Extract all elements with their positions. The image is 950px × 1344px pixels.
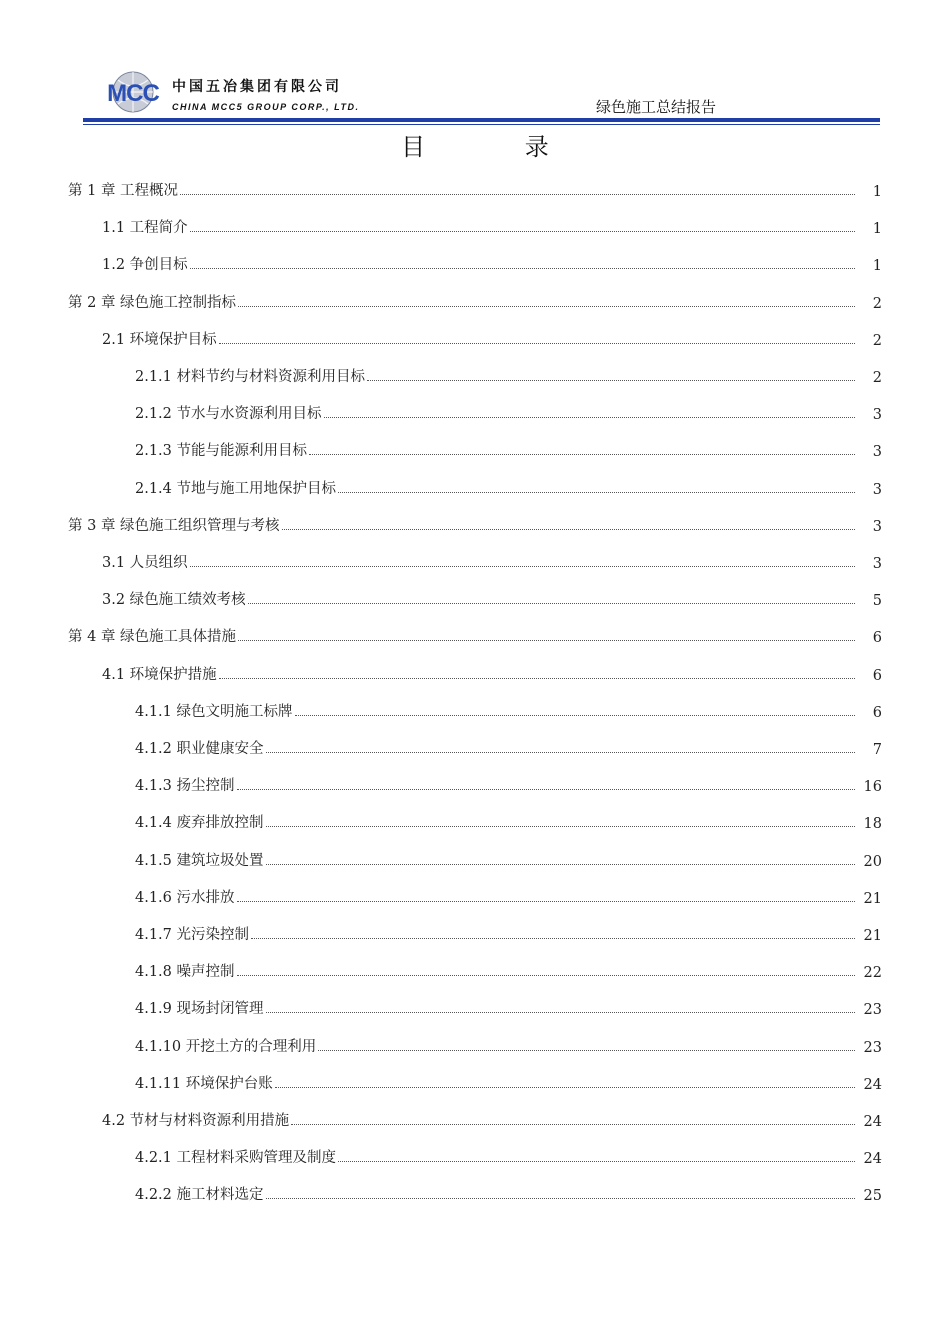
toc-leader-dots bbox=[237, 974, 855, 976]
toc-entry[interactable] bbox=[135, 734, 882, 758]
toc-entry-label: 4.1.7 光污染控制 bbox=[135, 927, 250, 943]
toc-leader-dots bbox=[295, 714, 855, 716]
toc-entry[interactable] bbox=[102, 548, 882, 572]
toc-entry-page: 23 bbox=[863, 1039, 882, 1056]
toc-entry-label: 第 2 章 绿色施工控制指标 bbox=[68, 294, 237, 311]
toc-entry[interactable] bbox=[135, 697, 882, 721]
toc-entry-page: 1 bbox=[872, 258, 882, 275]
toc-leader-dots bbox=[266, 863, 855, 865]
toc-entry-page: 18 bbox=[863, 816, 882, 833]
toc-title: 目 录 bbox=[401, 133, 595, 161]
toc-entry-label: 第 1 章 工程概况 bbox=[68, 183, 179, 199]
toc-entry-page: 22 bbox=[863, 965, 882, 982]
toc-entry[interactable] bbox=[135, 1143, 882, 1167]
toc-entry-page: 6 bbox=[872, 667, 882, 684]
toc-entry-page: 6 bbox=[872, 630, 882, 647]
toc-entry-page: 21 bbox=[863, 928, 882, 944]
page-header bbox=[100, 68, 882, 124]
toc-entry-page: 24 bbox=[863, 1151, 882, 1168]
toc-entry-page: 2 bbox=[872, 332, 882, 349]
toc-entry-label: 2.1 环境保护目标 bbox=[102, 331, 217, 348]
toc-leader-dots bbox=[266, 1197, 855, 1199]
toc-entry-label: 4.2.2 施工材料选定 bbox=[135, 1187, 264, 1204]
toc-leader-dots bbox=[266, 1011, 855, 1013]
toc-entry-page: 25 bbox=[863, 1188, 882, 1205]
mcc-logo-icon bbox=[100, 70, 166, 114]
toc-entry-label: 2.1.4 节地与施工用地保护目标 bbox=[135, 480, 337, 497]
toc-entry-page: 16 bbox=[863, 779, 882, 796]
toc-entry-label: 4.1.4 废弃排放控制 bbox=[135, 815, 264, 832]
toc-entry-label: 1.2 争创目标 bbox=[102, 257, 188, 274]
toc-entry-label: 3.2 绿色施工绩效考核 bbox=[102, 592, 246, 609]
toc-entry-page: 2 bbox=[872, 295, 882, 312]
toc-entry-label: 第 3 章 绿色施工组织管理与考核 bbox=[68, 517, 280, 534]
toc-leader-dots bbox=[219, 342, 855, 344]
toc-entry[interactable] bbox=[135, 808, 882, 832]
toc-entry-label: 4.2.1 工程材料采购管理及制度 bbox=[135, 1150, 337, 1167]
toc-entry-page: 6 bbox=[872, 704, 882, 721]
toc-entry-page: 20 bbox=[863, 853, 882, 870]
toc-entry-label: 4.1.9 现场封闭管理 bbox=[135, 1001, 264, 1018]
toc-entry[interactable] bbox=[135, 436, 882, 460]
toc-entry-label: 4.1.11 环境保护台账 bbox=[135, 1075, 273, 1092]
toc-entry-label: 2.1.1 材料节约与材料资源利用目标 bbox=[135, 369, 366, 385]
toc-entry-page: 1 bbox=[872, 221, 882, 238]
toc-entry-page: 24 bbox=[863, 1114, 882, 1130]
toc-leader-dots bbox=[275, 1086, 855, 1088]
toc-entry[interactable] bbox=[102, 660, 882, 684]
toc-entry-label: 4.1 环境保护措施 bbox=[102, 666, 217, 683]
toc-entry[interactable] bbox=[135, 771, 882, 795]
toc-leader-dots bbox=[190, 565, 855, 567]
toc-entry[interactable] bbox=[135, 920, 882, 944]
toc-entry[interactable] bbox=[68, 176, 882, 200]
company-name-en: CHINA MCC5 GROUP CORP., LTD. bbox=[172, 102, 360, 112]
toc-entry-label: 4.1.5 建筑垃圾处置 bbox=[135, 852, 264, 869]
toc-entry-page: 1 bbox=[872, 184, 882, 200]
toc-entry[interactable] bbox=[135, 957, 882, 981]
toc-entry[interactable] bbox=[135, 1032, 882, 1056]
toc-leader-dots bbox=[266, 825, 855, 827]
toc-leader-dots bbox=[190, 267, 855, 269]
toc-entry-page: 3 bbox=[872, 518, 882, 535]
toc-leader-dots bbox=[219, 677, 855, 679]
toc-entry-page: 3 bbox=[872, 407, 882, 424]
toc-leader-dots bbox=[338, 491, 855, 493]
toc-leader-dots bbox=[318, 1049, 855, 1051]
toc-entry-label: 4.1.3 扬尘控制 bbox=[135, 778, 235, 795]
toc-leader-dots bbox=[238, 305, 855, 307]
toc-entry-page: 3 bbox=[872, 481, 882, 498]
toc-leader-dots bbox=[180, 193, 855, 195]
toc-leader-dots bbox=[238, 639, 855, 641]
toc-entry-page: 3 bbox=[872, 444, 882, 461]
toc-entry-label: 2.1.2 节水与水资源利用目标 bbox=[135, 406, 322, 423]
toc-entry-page: 2 bbox=[872, 370, 882, 386]
toc-leader-dots bbox=[367, 379, 855, 381]
toc-entry-page: 23 bbox=[863, 1002, 882, 1019]
toc-entry-label: 3.1 人员组织 bbox=[102, 555, 188, 571]
logo-text: MCC bbox=[107, 80, 159, 107]
toc-entry-page: 3 bbox=[872, 556, 882, 572]
toc-leader-dots bbox=[251, 937, 855, 939]
toc-leader-dots bbox=[324, 416, 855, 418]
toc-entry[interactable] bbox=[102, 1106, 882, 1130]
company-name-cn: 中国五冶集团有限公司 bbox=[172, 79, 342, 95]
header-rule-thin bbox=[83, 124, 880, 125]
toc-entry[interactable] bbox=[102, 325, 882, 349]
toc-entry[interactable] bbox=[135, 994, 882, 1018]
toc-entry[interactable] bbox=[135, 1180, 882, 1204]
toc-entry[interactable] bbox=[135, 399, 882, 423]
toc-entry-label: 4.1.1 绿色文明施工标牌 bbox=[135, 703, 293, 720]
toc-entry[interactable] bbox=[135, 846, 882, 870]
toc-entry[interactable] bbox=[68, 622, 882, 646]
toc-entry[interactable] bbox=[135, 1069, 882, 1093]
toc-entry-label: 4.1.8 噪声控制 bbox=[135, 964, 235, 981]
toc-entry[interactable] bbox=[68, 288, 882, 312]
toc-entry[interactable] bbox=[102, 585, 882, 609]
toc-entry-label: 2.1.3 节能与能源利用目标 bbox=[135, 443, 308, 460]
toc-entry[interactable] bbox=[102, 250, 882, 274]
toc-entry-page: 7 bbox=[872, 742, 882, 758]
toc-entry-label: 1.1 工程简介 bbox=[102, 220, 188, 237]
toc-leader-dots bbox=[248, 602, 855, 604]
toc-entry-page: 21 bbox=[863, 890, 882, 907]
toc-leader-dots bbox=[237, 788, 855, 790]
report-title: 绿色施工总结报告 bbox=[595, 98, 716, 116]
toc-entry-page: 24 bbox=[863, 1076, 882, 1093]
toc-entry-page: 5 bbox=[872, 593, 882, 610]
toc-entry[interactable] bbox=[135, 883, 882, 907]
toc-entry[interactable] bbox=[135, 474, 882, 498]
toc-leader-dots bbox=[338, 1160, 855, 1162]
toc-entry-label: 4.1.6 污水排放 bbox=[135, 889, 235, 906]
toc-leader-dots bbox=[291, 1123, 855, 1125]
toc-leader-dots bbox=[237, 900, 855, 902]
toc-entry-label: 第 4 章 绿色施工具体措施 bbox=[68, 629, 237, 646]
toc-entry-label: 4.2 节材与材料资源利用措施 bbox=[102, 1113, 290, 1129]
header-rule-thick bbox=[83, 118, 880, 122]
toc-leader-dots bbox=[282, 528, 855, 530]
toc-entry-label: 4.1.10 开挖土方的合理利用 bbox=[135, 1038, 317, 1055]
toc-entry[interactable] bbox=[68, 511, 882, 535]
toc-leader-dots bbox=[309, 453, 855, 455]
toc-entry[interactable] bbox=[135, 362, 882, 386]
toc-entry-label: 4.1.2 职业健康安全 bbox=[135, 741, 264, 757]
toc-leader-dots bbox=[266, 751, 855, 753]
toc-leader-dots bbox=[190, 230, 855, 232]
toc-entry[interactable] bbox=[102, 213, 882, 237]
